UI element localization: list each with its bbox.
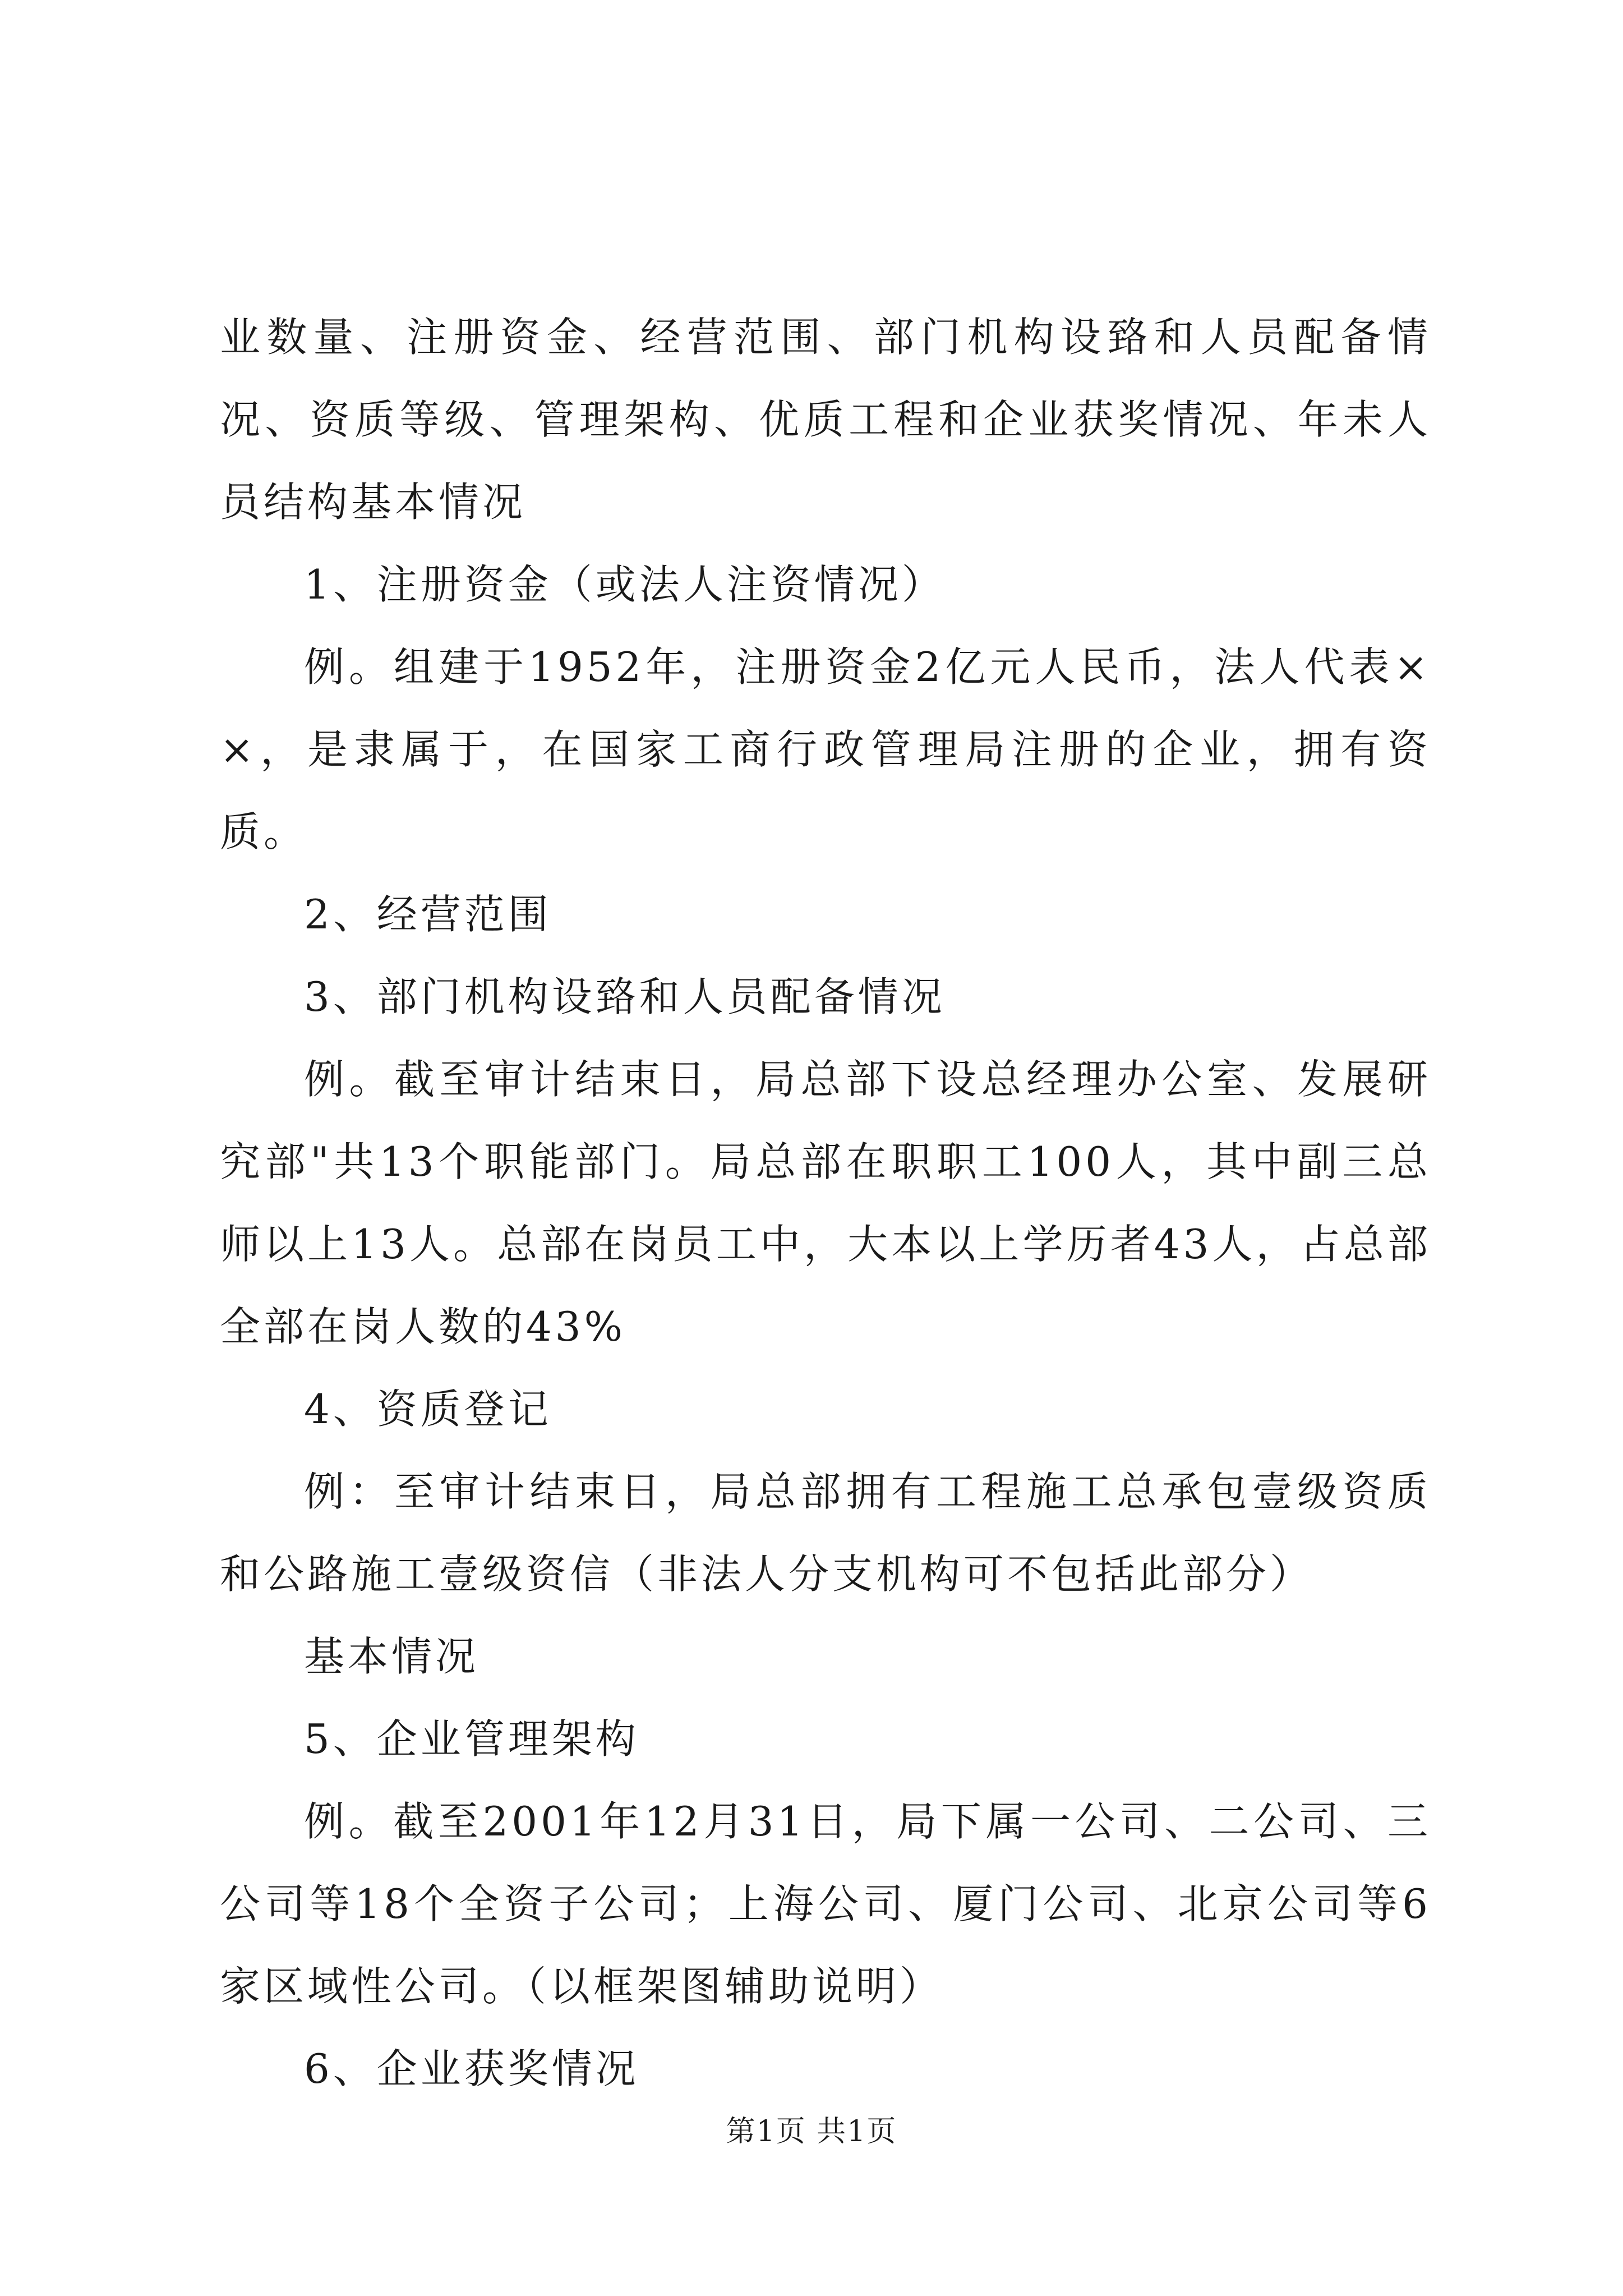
paragraph-registered-capital-example: 例。组建于1952年，注册资金2亿元人民币，法人代表××，是隶属于，在国家工商行政管理局注册的企业，拥有资质。 — [220, 643, 1431, 855]
paragraph-overview: 业数量、注册资金、经营范围、部门机构设臵和人员配备情况、资质等级、管理架构、优质工程和企业获奖情况、年未人员结构基本情况 — [220, 314, 1431, 526]
page-number-footer: 第1页 共1页 — [726, 2115, 897, 2148]
heading-departments-staffing: 3、部门机构设臵和人员配备情况 — [304, 973, 946, 1020]
heading-qualification: 4、资质登记 — [304, 1386, 552, 1433]
heading-registered-capital: 1、注册资金（或法人注资情况） — [304, 561, 946, 608]
paragraph-qualification-example: 例：至审计结束日，局总部拥有工程施工总承包壹级资质和公路施工壹级资信（非法人分支机构可不包括此部分） — [220, 1468, 1431, 1598]
paragraph-management-example: 例。截至2001年12月31日，局下属一公司、二公司、三公司等18个全资子公司；上海公司、厦门公司、北京公司等6家区域性公司。（以框架图辅助说明） — [220, 1798, 1431, 2010]
subheading-basic-info: 基本情况 — [304, 1633, 479, 1680]
paragraph-departments-example: 例。截至审计结束日，局总部下设总经理办公室、发展研究部"共13个职能部门。局总部在职职工100人，其中副三总师以上13人。总部在岗员工中，大本以上学历者43人，占总部全部在岗人数的43% — [220, 1056, 1431, 1350]
heading-awards: 6、企业获奖情况 — [304, 2045, 639, 2092]
document-body — [220, 296, 1431, 2110]
heading-management-structure: 5、企业管理架构 — [304, 1715, 639, 1763]
heading-business-scope: 2、经营范围 — [304, 891, 552, 938]
